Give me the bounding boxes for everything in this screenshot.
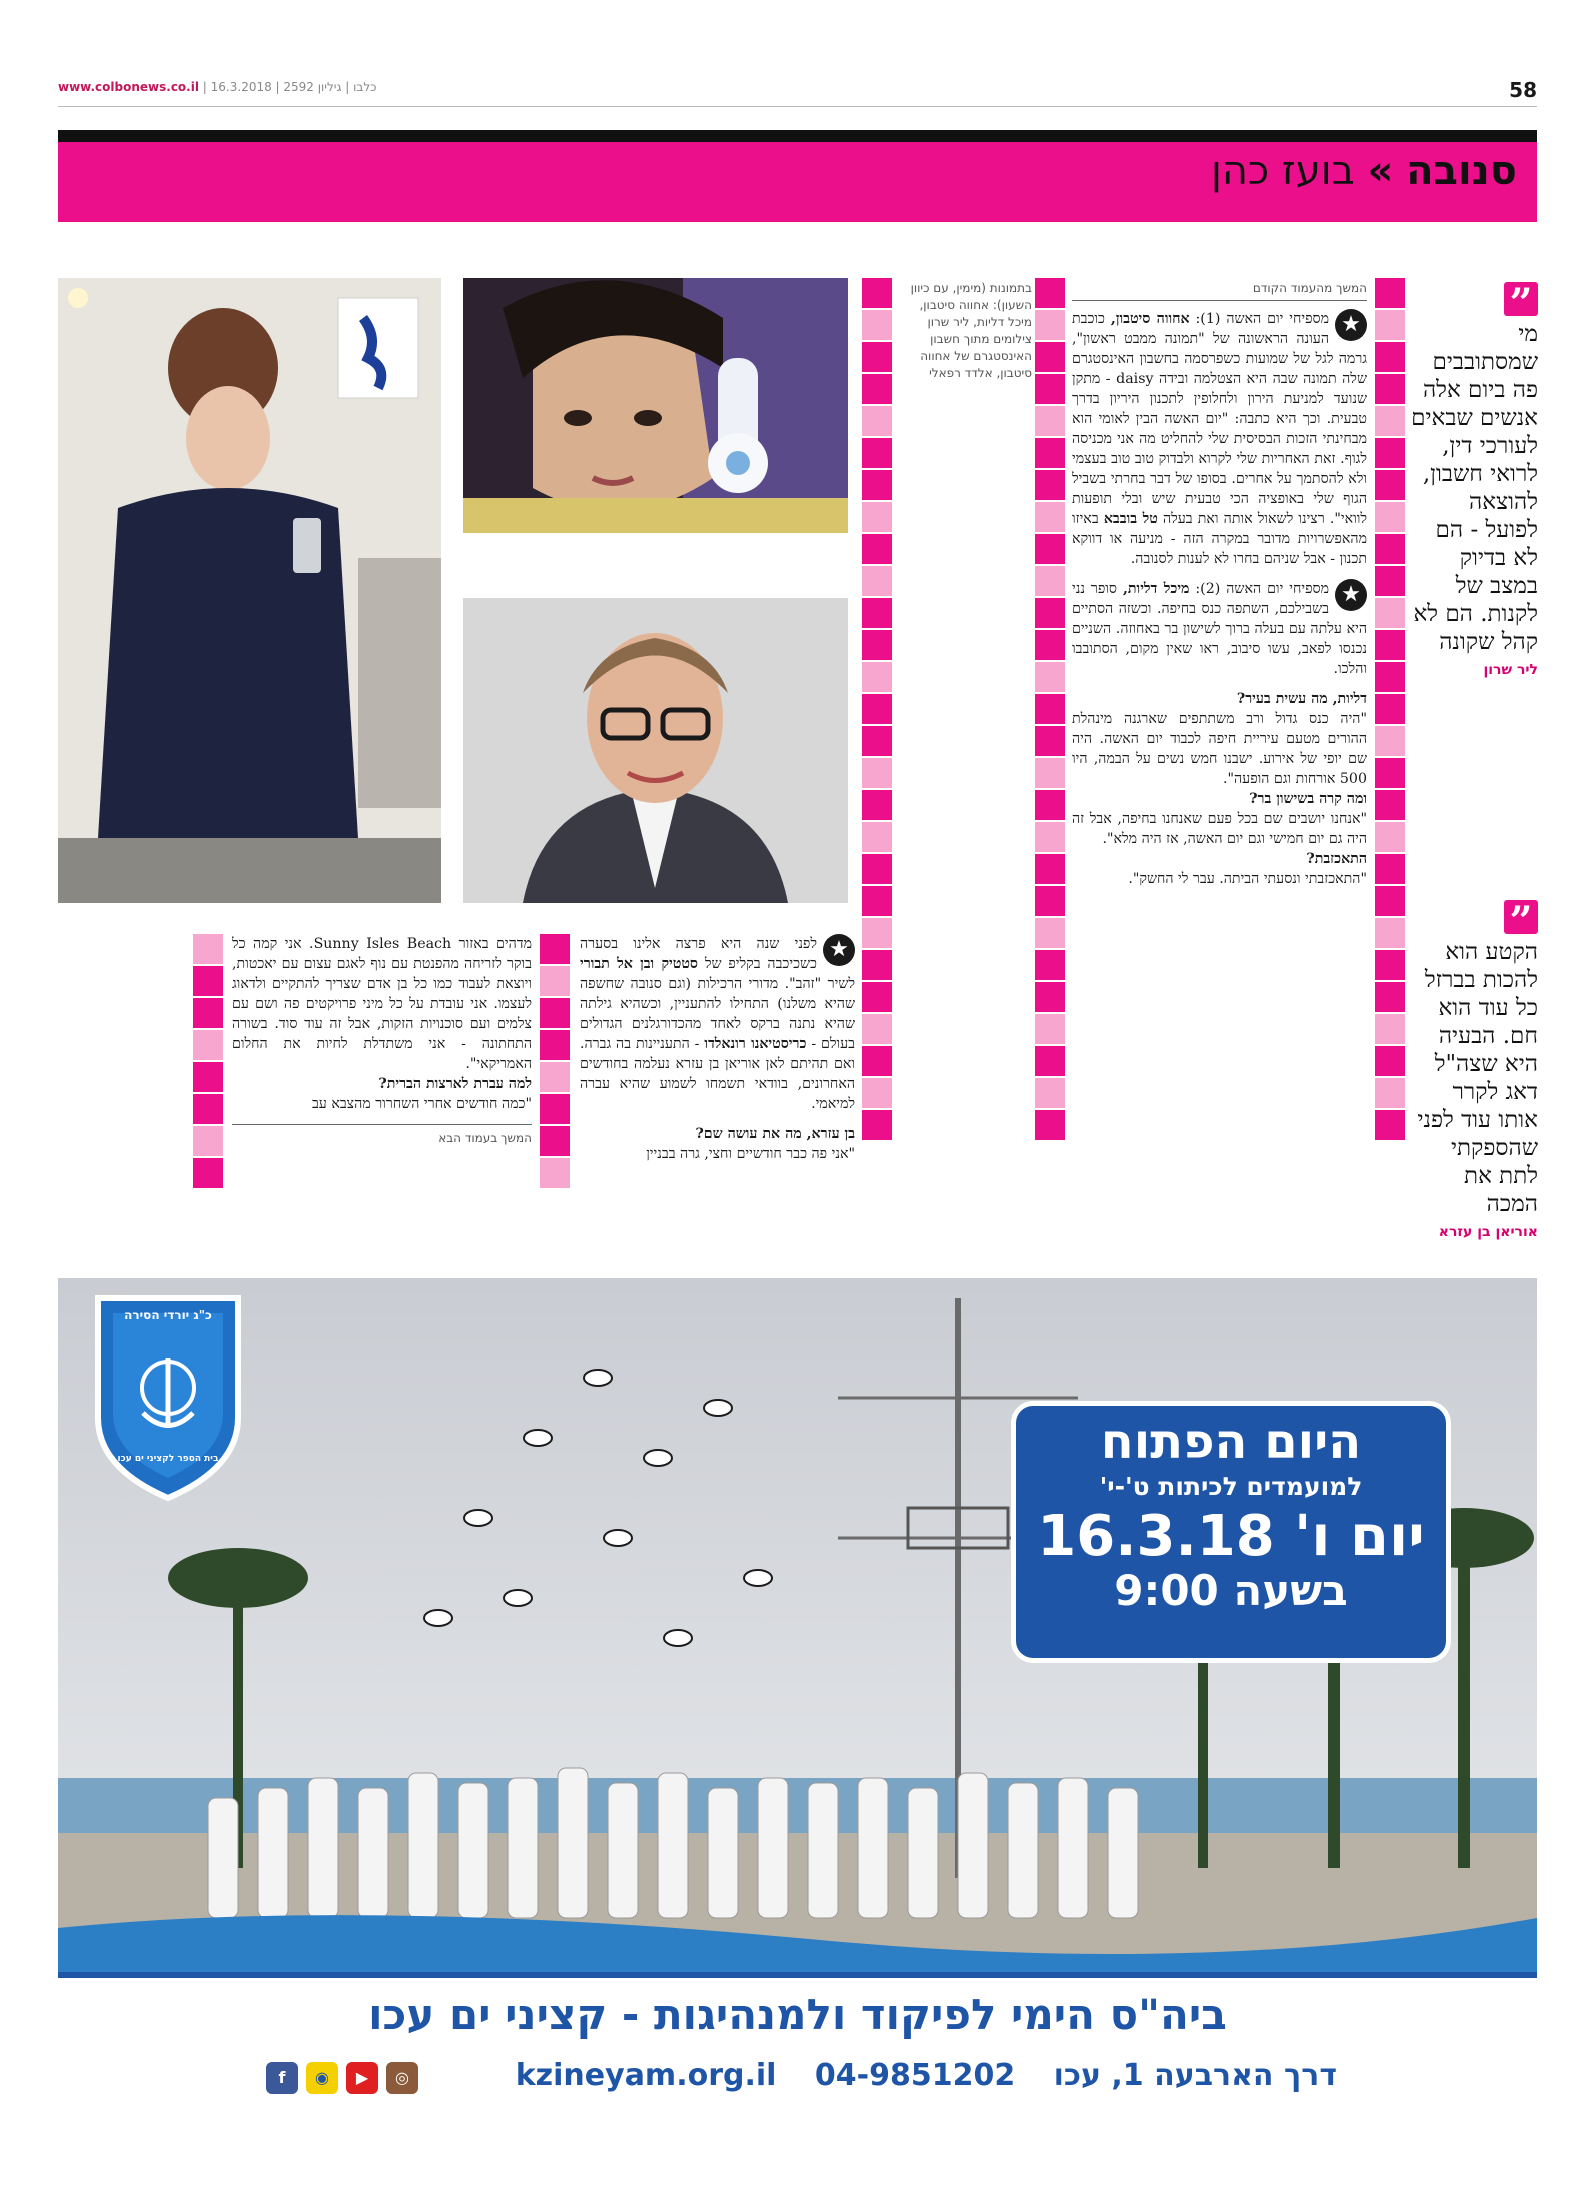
interview-question: דליות, מה עשית בעיר? <box>1236 691 1367 707</box>
marker-strip-2 <box>1035 278 1065 1142</box>
quote-mark-icon: ” <box>1504 900 1538 934</box>
marker-strip-4 <box>540 934 570 1190</box>
banner-black-band <box>58 130 1537 142</box>
open-day-subtitle: למועמדים לכיתות ט'-י' <box>1099 1472 1363 1501</box>
interview-question: למה עברת לארצות הברית? <box>378 1076 532 1092</box>
banner-title <box>1211 148 1517 194</box>
paragraph: ★ לפני שנה היא פרצה אלינו בסערה כשכיכבה בקליפ של סטטיק ובן אל תבורי לשיר "זהב". מדורי הרכילות (וגם סנובה שחשפה שהיא משלנו) התחילו להתעניין, וכשהיא גילתה שהיא נתנה ברקס לאחד מהכדורגלנים הגדולים בעולם - כריסטיאנו רונאלדו - התעניינות בה גברה. ואם תהיתם לאן אוריאן בן עזרא נעלמה בחודשים האחרונים, בוודאי תשמחו לשמוע שהיא עברה למיאמי. <box>580 936 856 1112</box>
crest-top-text: כ"ג יורדי הסירה <box>124 1308 212 1322</box>
continued-to: המשך בעמוד הבא <box>232 1124 532 1150</box>
website-link[interactable]: kzineyam.org.il <box>515 2058 777 2093</box>
ad-footer <box>58 1972 1537 2122</box>
page-number: 58 <box>1509 78 1537 102</box>
interview-answer: "היה כנס גדול ורב משתתפים שארגנה מינהלת ההורים מטעם עיריית חיפה לכבוד יום האשה. היה שם יופי של אירוע. ישבנו חמש נשים על הבמה, היו 500 אורחות וגם הופעה". <box>1072 711 1367 787</box>
section-name: סנובה <box>1406 148 1517 194</box>
page-header-info <box>58 80 376 94</box>
site-url[interactable]: www.colbonews.co.il <box>58 80 199 94</box>
youtube-icon[interactable]: ▶ <box>346 2062 378 2094</box>
quote-text: מי שמסתובבים פה ביום אלה אנשים שבאים לעורכי דין, לרואי חשבון, להוצאה לפועל - הם לא בדיוק במצב של לקנות. הם לא קהל שקונה <box>1411 321 1538 655</box>
star-icon: ★ <box>1335 579 1367 611</box>
quote-mark-icon: ” <box>1504 282 1538 316</box>
photo-achva-sitbon <box>463 278 848 533</box>
open-day-time: בשעה 9:00 <box>1114 1566 1348 1615</box>
pull-quote-2 <box>1410 900 1538 1240</box>
quote-author: אוריאן בן עזרא <box>1438 1224 1538 1240</box>
article-column-3 <box>232 934 532 1158</box>
issue-info: | כלבו | גיליון 2592 | 16.3.2018 <box>202 80 377 94</box>
arrows-icon: » <box>1367 148 1394 194</box>
crest-bottom-text: בית הספר לקציני ים עכו <box>117 1454 219 1464</box>
author-name: בועז כהן <box>1210 148 1355 194</box>
photo-caption: בתמונות (מימין, עם כיוון השעון): אחווה סיטבון, מיכל דליות, ליר שרון צילומים מתוך חשבון האינסטגרם של אחווה סיטבון, אלדד רפאלי <box>910 281 1032 380</box>
phone-number[interactable]: 04-9851202 <box>814 2058 1016 2093</box>
interview-answer: "אנחנו יושבים שם בכל פעם שאנחנו בחיפה, אבל זה היה גם יום חמישי וגם יום האשה, אז היה מלא". <box>1072 811 1367 847</box>
marker-strip-3 <box>862 278 892 1142</box>
school-name: ביה"ס הימי לפיקוד ולמנהיגות - קציני ים עכו <box>368 1990 1227 2039</box>
paragraph: ★ מספיחי יום האשה (2): מיכל דליות, סופר נני בשבילכם, השתפה כנס בחיפה. וכשזה הסתיים היא עלתה עם בעלה ברוך לשישון בר באחוזה. השניים נכנסו לפאב, עשו סיבוב, ראו שאין מקום, הסתובבו והלכו. <box>1072 581 1367 677</box>
instagram-icon[interactable]: ◎ <box>386 2062 418 2094</box>
interview-answer: "אני פה כבר חודשיים וחצי, גרה בבניין <box>646 1146 855 1162</box>
contact-line <box>488 2058 1337 2093</box>
interview-answer: מדהים באזור Sunny Isles Beach. אני קמה כל בוקר לזריחה מהפנטת עם נוף לאגם עצום עם יאכטות, ויוצאת לעבוד כמו כל בן אדם שצריך להתקיים ולדאוג לעצמו. אני עובדת על כל מיני פרויקטים פה ושם עם צלמים ועם סוכנויות הזקות, אבל זה עוד סוד. בשורה התחתונה - אני משתדלת לחיות את החלום האמריקאי". <box>232 936 533 1072</box>
photo-michal-dalyot <box>463 598 848 903</box>
article-column-1 <box>1072 278 1367 889</box>
address: דרך הארבעה 1, עכו <box>1053 2058 1337 2093</box>
quote-text: הקטע הוא להכות בברזל כל עוד הוא חם. הבעיה היא שצה"ל דאג לקרר אותו עוד לפני שהספקתי לתת את המכה <box>1417 939 1538 1217</box>
star-icon: ★ <box>823 934 855 966</box>
paragraph: ★ מספיחי יום האשה (1): אחווה סיטבון, כוכבת העונה הראשונה של "תמונה ממבט ראשון", גרמה לגל של שמועות כשפרסמה בחשבון האינסטגרם שלה תמונה שבה היא הצטלמה ובידה daisy - מתקן שנועד למניעת הירון ולחלופין לתכנון היריון בדרך טבעית. וכך היא כתבה: "יום האשה הבין לאומי הוא מבחינתי הזכות הבסיסית שלי להחליט מה אני מכניסה לגוף. זאת האחריות שלי לקרוא ולבדוק טוב טוב בעצמי ולא להסתמך על אחרים. בסופו של דבר בחרתי בשביל הגוף שלי באופציה הכי טבעית שיש ובלי תופעות לוואי". רצינו לשאול אותה ואת בעלה טל בובבא באיזו מהאפשרויות מדובר במקרה הזה - מניעה או דווקא תכנון - אבל שניהם בחרו לא לענות לסנובה. <box>1072 311 1368 567</box>
continued-from: המשך מהעמוד הקודם <box>1072 278 1367 301</box>
interview-question: בן עזרא, מה את עושה שם? <box>695 1126 855 1142</box>
snapchat-icon[interactable]: ◉ <box>306 2062 338 2094</box>
open-day-date: יום ו' 16.3.18 <box>1037 1504 1425 1569</box>
marker-strip-5 <box>193 934 223 1190</box>
pull-quote-1 <box>1410 282 1538 678</box>
advertisement[interactable] <box>58 1278 1537 2122</box>
interview-answer: "כמה חודשים אחרי השחרור מהצבא עב <box>311 1096 532 1112</box>
section-banner <box>58 130 1537 222</box>
interview-answer: "התאכזבתי ונסעתי הביתה. עבר לי החשק". <box>1128 871 1367 887</box>
quote-author: ליר שרון <box>1483 662 1538 678</box>
marker-strip-1 <box>1375 278 1405 1142</box>
header-divider <box>58 106 1537 107</box>
open-day-box <box>1011 1401 1451 1663</box>
star-icon: ★ <box>1335 309 1367 341</box>
article-column-2 <box>580 934 855 1164</box>
photo-lir-sharon <box>58 278 441 903</box>
interview-question: התאכזבת? <box>1306 851 1367 867</box>
facebook-icon[interactable]: f <box>266 2062 298 2094</box>
interview-question: ומה קרה בשישון בר? <box>1249 791 1367 807</box>
open-day-title: היום הפתוח <box>1100 1414 1362 1470</box>
